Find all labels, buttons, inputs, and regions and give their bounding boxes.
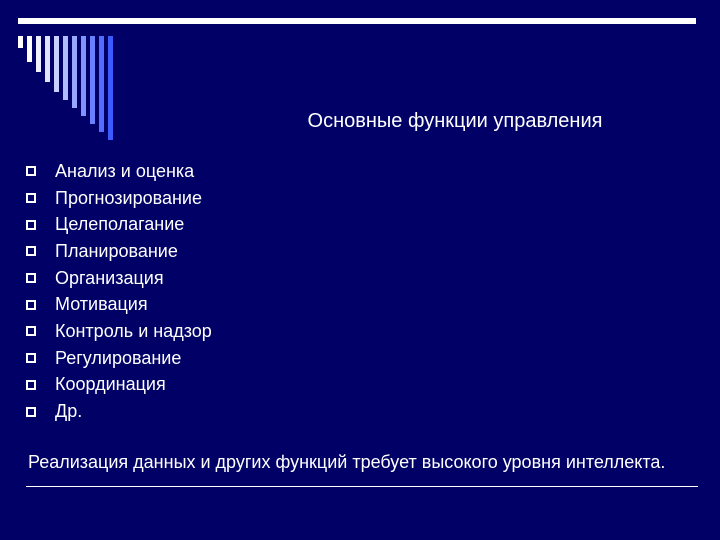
hollow-square-icon bbox=[26, 246, 36, 256]
hollow-square-icon bbox=[26, 380, 36, 390]
hollow-square-icon bbox=[26, 353, 36, 363]
function-list bbox=[26, 158, 212, 425]
list-item-label: Целеполагание bbox=[55, 214, 185, 235]
list-item-label: Мотивация bbox=[55, 294, 148, 315]
hollow-square-icon bbox=[26, 220, 36, 230]
list-item bbox=[26, 291, 212, 318]
list-item-label: Контроль и надзор bbox=[55, 320, 212, 341]
list-item bbox=[26, 372, 212, 399]
list-item bbox=[26, 345, 212, 372]
list-item bbox=[26, 398, 212, 425]
hollow-square-icon bbox=[26, 166, 36, 176]
list-item bbox=[26, 238, 212, 265]
hollow-square-icon bbox=[26, 326, 36, 336]
list-item-label: Прогнозирование bbox=[55, 187, 202, 208]
bottom-rule bbox=[26, 486, 698, 487]
list-item-label: Организация bbox=[55, 267, 164, 288]
list-item-label: Др. bbox=[55, 401, 83, 422]
slide-title bbox=[0, 110, 720, 133]
list-item bbox=[26, 158, 212, 185]
hollow-square-icon bbox=[26, 300, 36, 310]
list-item bbox=[26, 211, 212, 238]
list-item bbox=[26, 185, 212, 212]
list-item-label: Анализ и оценка bbox=[55, 160, 195, 181]
list-item-label: Координация bbox=[55, 374, 166, 395]
list-item bbox=[26, 318, 212, 345]
hollow-square-icon bbox=[26, 407, 36, 417]
list-item bbox=[26, 265, 212, 292]
footer-note: Реализация данных и других функций требует высокого уровня интеллекта. bbox=[28, 452, 666, 472]
list-item-label: Планирование bbox=[55, 240, 178, 261]
slide-title-text: Основные функции управления bbox=[307, 110, 603, 132]
hollow-square-icon bbox=[26, 193, 36, 203]
top-rule bbox=[18, 18, 696, 24]
list-item-label: Регулирование bbox=[55, 347, 182, 368]
hollow-square-icon bbox=[26, 273, 36, 283]
